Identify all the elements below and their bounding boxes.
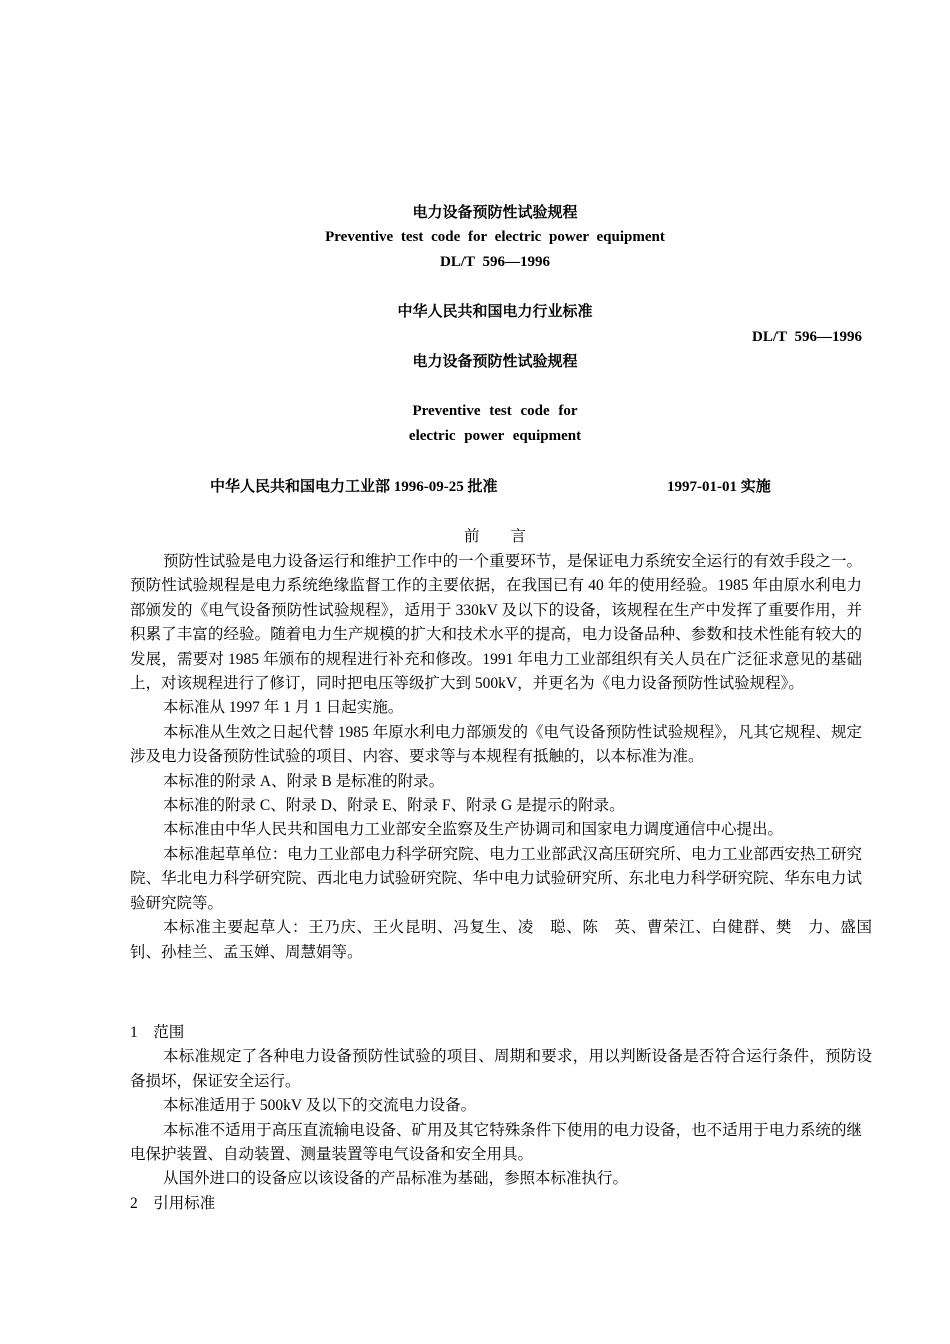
foreword-paragraph: 本标准的附录 C、附录 D、附录 E、附录 F、附录 G 是提示的附录。 [163, 797, 625, 815]
foreword-paragraph: 本标准由中华人民共和国电力工业部安全监察及生产协调司和国家电力调度通信中心提出。 [163, 821, 784, 839]
foreword-title: 前 言 [463, 528, 526, 545]
standard-title-en-line2: electric power equipment [408, 428, 582, 444]
section-1 [130, 1021, 872, 1216]
foreword-paragraph: 本标准从 1997 年 1 月 1 日起实施。 [163, 699, 404, 717]
foreword-paragraph: 本标准从生效之日起代替 1985 年原水利电力部颁发的《电气设备预防性试验规程》，凡其它规程、规定涉及电力设备预防性试验的项目、内容、要求等与本规程有抵触的，以本标准为准。 [130, 723, 862, 766]
standard-code: DL/T 596—1996 [752, 329, 862, 345]
foreword-paragraph: 本标准的附录 A、附录 B 是标准的附录。 [163, 772, 445, 790]
section-1-paragraph: 本标准适用于 500kV 及以下的交流电力设备。 [163, 1097, 477, 1115]
header-title-en: Preventive test code for electric power equipment [325, 229, 665, 245]
section-1-paragraph: 本标准规定了各种电力设备预防性试验的项目、周期和要求，用以判断设备是否符合运行条件，预防设备损坏，保证安全运行。 [130, 1048, 872, 1090]
section-2-heading: 2 引用标准 [130, 1194, 216, 1212]
section-1-paragraph: 从国外进口的设备应以该设备的产品标准为基础，参照本标准执行。 [163, 1170, 629, 1188]
approval-date: 中华人民共和国电力工业部 1996-09-25 批准 [210, 479, 498, 495]
foreword-body [130, 550, 872, 965]
header-title-cn: 电力设备预防性试验规程 [412, 205, 578, 221]
effective-date: 1997-01-01 实施 [667, 479, 771, 495]
section-1-paragraph: 本标准不适用于高压直流输电设备、矿用及其它特殊条件下使用的电力设备，也不适用于电力系统的继电保护装置、自动装置、测量装置等电气设备和安全用具。 [130, 1121, 862, 1164]
standard-title-en-line1: Preventive test code for [412, 403, 578, 419]
foreword-paragraph: 本标准主要起草人：王乃庆、王火昆明、冯复生、凌 聪、陈 英、曹荣江、白健群、樊 力、盛国钊、孙桂兰、孟玉婵、周慧娟等。 [130, 919, 872, 961]
standard-org: 中华人民共和国电力行业标准 [397, 304, 593, 320]
foreword-paragraph: 预防性试验是电力设备运行和维护工作中的一个重要环节，是保证电力系统安全运行的有效手段之一。预防性试验规程是电力系统绝缘监督工作的主要依据，在我国已有 40 年的使用经验。1985 年由原水利电力部颁发的《电气设备预防性试验规程》，适用于 330kV 及以下的设备，该规程在生产中发挥了重要作用，并积累了丰富的经验。随着电力生产规模的扩大和技术水平的提高，电力设备品种、参数和技术性能有较大的发展，需要对 1985 年颁布的规程进行补充和修改。1991 年电力工业部组织有关人员在广泛征求意见的基础上，对该规程进行了修订，同时把电压等级扩大到 500kV，并更名为《电力设备预防性试验规程》。 [130, 553, 862, 693]
header-code: DL/T 596—1996 [440, 254, 550, 270]
foreword-paragraph: 本标准起草单位：电力工业部电力科学研究院、电力工业部武汉高压研究所、电力工业部西安热工研究院、华北电力科学研究院、西北电力试验研究院、华中电力试验研究所、东北电力科学研究院、华东电力试验研究院等。 [130, 845, 862, 912]
section-1-heading: 1 范围 [130, 1024, 185, 1041]
standard-title-cn: 电力设备预防性试验规程 [412, 354, 578, 370]
